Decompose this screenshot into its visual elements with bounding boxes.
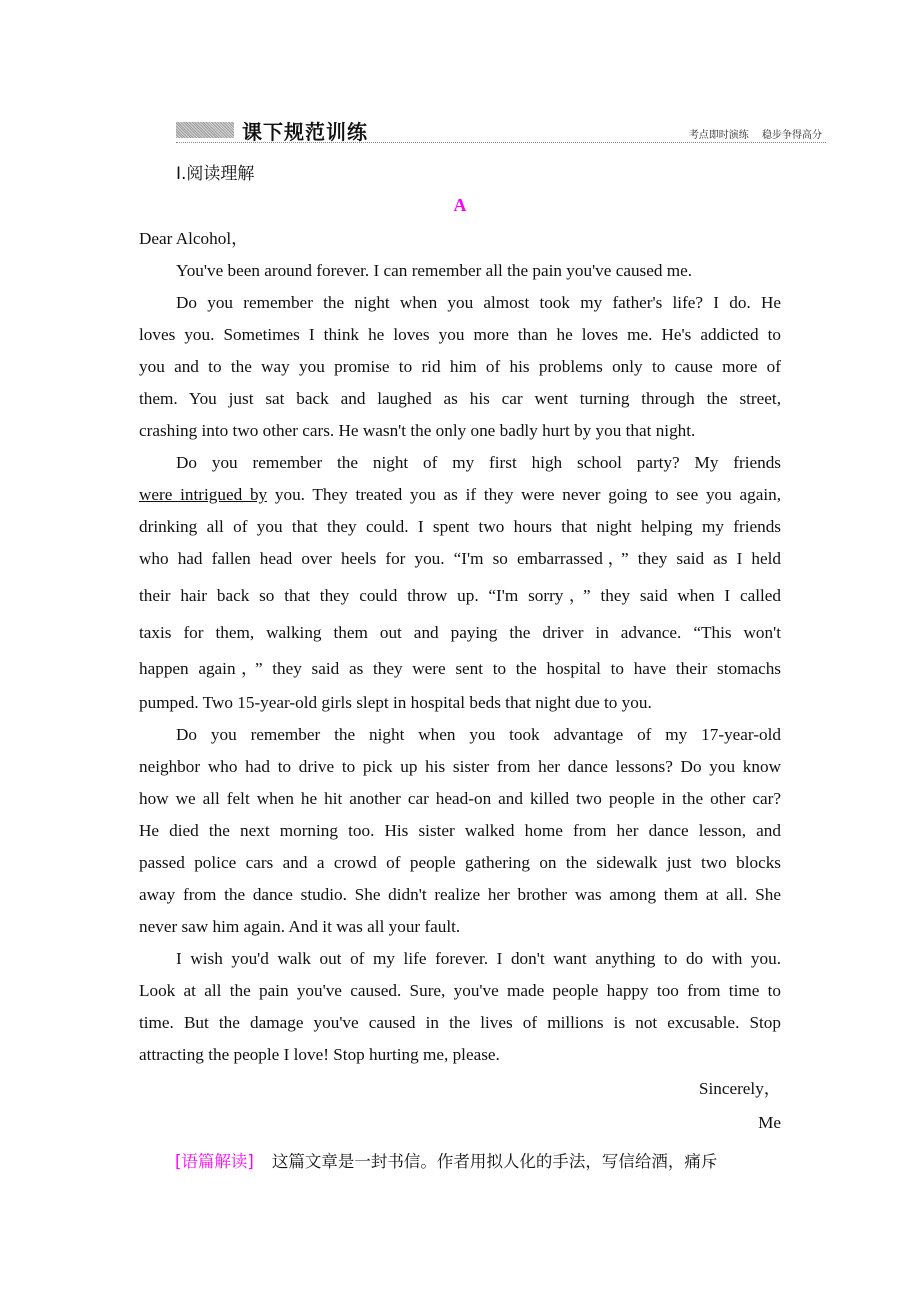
paragraph-line: neighbor who had to drive to pick up his sister from her dance lessons? Do you know — [139, 757, 781, 776]
paragraph-line: crashing into two other cars. He wasn't the only one badly hurt by you that night. — [139, 421, 696, 440]
paragraph-line: loves you. Sometimes I think he loves you more than he loves me. He's addicted to — [139, 325, 781, 344]
paragraph-line: Do you remember the night when you took advantage of my 17-year-old — [176, 725, 781, 744]
paragraph-line: were intrigued by you. They treated you as if they were never going to see you again, — [139, 485, 781, 504]
analysis-tag: [语篇解读] — [175, 1152, 254, 1171]
paragraph-line: happen again，” they said as they were sent to the hospital to have their stomachs — [139, 659, 781, 678]
paragraph-line: how we all felt when he hit another car head-on and killed two people in the other car? — [139, 789, 781, 808]
closing: Sincerely， — [698, 1079, 781, 1098]
paragraph-line: drinking all of you that they could. I spent two hours that night helping my friends — [139, 517, 781, 536]
salutation: Dear Alcohol， — [139, 229, 249, 248]
letter-body — [139, 223, 781, 1139]
signature: Me — [758, 1113, 781, 1132]
paragraph-line: who had fallen head over heels for you. “I'm so embarrassed，” they said as I held — [139, 549, 781, 568]
header-divider — [176, 142, 826, 143]
paragraph-line: Do you remember the night when you almost took my father's life? I do. He — [176, 293, 781, 312]
paragraph-line: them. You just sat back and laughed as his car went turning through the street, — [139, 389, 781, 408]
paragraph-line: pumped. Two 15-year-old girls slept in hospital beds that night due to you. — [139, 693, 652, 712]
paragraph-line: taxis for them, walking them out and paying the driver in advance. “This won't — [139, 623, 781, 642]
paragraph-line: You've been around forever. I can remember all the pain you've caused me. — [176, 261, 693, 280]
header-decoration-bar — [176, 122, 234, 138]
passage-label: A — [453, 195, 467, 215]
passage-analysis — [175, 1148, 717, 1172]
paragraph-line: time. But the damage you've caused in the lives of millions is not excusable. Stop — [139, 1013, 781, 1032]
paragraph-line: you and to the way you promise to rid him of his problems only to cause more of — [139, 357, 781, 376]
underlined-phrase: were intrigued by — [139, 485, 268, 504]
header-title: 课下规范训练 — [242, 120, 368, 144]
paragraph-line: Do you remember the night of my first high school party? My friends — [176, 453, 781, 472]
paragraph-line: their hair back so that they could throw up. “I'm sorry，” they said when I called — [139, 586, 781, 605]
header-slogan: 考点即时演练 稳步争得高分 — [688, 130, 822, 141]
paragraph-line: He died the next morning too. His sister walked home from her dance lesson, and — [139, 821, 781, 840]
analysis-text: 这篇文章是一封书信。作者用拟人化的手法，写信给酒，痛斥 — [271, 1152, 718, 1171]
paragraph-line: Look at all the pain you've caused. Sure, you've made people happy too from time to — [139, 981, 781, 1000]
paragraph-line: attracting the people I love! Stop hurting me, please. — [139, 1045, 500, 1064]
paragraph-line: I wish you'd walk out of my life forever. I don't want anything to do with you. — [176, 949, 781, 968]
paragraph-line: never saw him again. And it was all your fault. — [139, 917, 461, 936]
page-header — [176, 116, 826, 144]
paragraph-line: away from the dance studio. She didn't realize her brother was among them at all. She — [139, 885, 781, 904]
paragraph-line: passed police cars and a crowd of people gathering on the sidewalk just two blocks — [139, 853, 781, 872]
section-heading: Ⅰ.阅读理解 — [176, 164, 255, 184]
